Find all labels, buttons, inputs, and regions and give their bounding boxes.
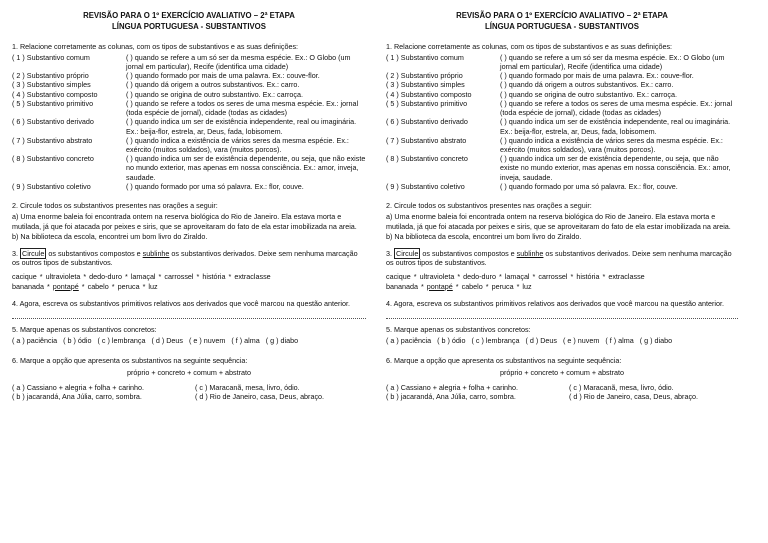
q3-word: bananada [386, 281, 418, 291]
separator: * [485, 281, 489, 291]
header-title: REVISÃO PARA O 1º EXERCÍCIO AVALIATIVO – 2ª ETAPA [456, 11, 668, 20]
q6-options [386, 383, 738, 401]
worksheet-left [0, 0, 372, 543]
q2-sentence-b: b) Na biblioteca da escola, encontrei um bom livro do Ziraldo. [12, 231, 208, 241]
q3-word: cacique [386, 272, 411, 282]
q1-right-2: ( ) quando formado por mais de uma palavra. Ex.: couve-flor. [500, 71, 694, 81]
q6-title: 6. Marque a opção que apresenta os substantivos na seguinte sequência: [12, 355, 248, 365]
q1-left-2: ( 2 ) Substantivo próprio [386, 71, 463, 81]
separator: * [158, 272, 162, 282]
q1-left-5: ( 5 ) Substantivo primitivo [386, 98, 468, 108]
q5-options [386, 336, 738, 345]
q5-option[interactable]: ( f ) alma [231, 336, 260, 346]
q3-mid-text: os substantivos compostos e [46, 248, 143, 258]
q3-word: cabelo [87, 281, 109, 291]
q5-option[interactable]: ( b ) ódio [437, 336, 466, 346]
q1-right-6: ( ) quando indica um ser de existência independente, real ou imaginária. Ex.: beija-flor, estrela, ar, Deus, fada, lobisomem. [126, 117, 357, 136]
q3-words-line1 [12, 272, 366, 281]
q5-option[interactable]: ( f ) alma [605, 336, 634, 346]
q6-option-b[interactable]: ( b ) jacarandá, Ana Júlia, carro, sombra. [12, 392, 142, 402]
separator: * [420, 281, 424, 291]
q3-word: ultravioleta [45, 272, 81, 282]
q3-word: cacique [12, 272, 37, 282]
q6-option-d[interactable]: ( d ) Rio de Janeiro, casa, Deus, abraço. [569, 392, 699, 402]
q6-option-d[interactable]: ( d ) Rio de Janeiro, casa, Deus, abraço. [195, 392, 325, 402]
header [12, 10, 366, 33]
q3-word: peruca [491, 281, 514, 291]
q3-word: dedo-duro [89, 272, 122, 282]
q3-word: carrossel [164, 272, 194, 282]
q4-answer-line[interactable] [12, 311, 366, 319]
q5-option[interactable]: ( d ) Deus [525, 336, 558, 346]
separator: * [46, 281, 50, 291]
q3-word: bananada [12, 281, 44, 291]
q1-left-3: ( 3 ) Substantivo simples [386, 80, 465, 90]
q1-left-6: ( 6 ) Substantivo derivado [386, 117, 468, 127]
q5-option[interactable]: ( c ) lembrança [471, 336, 520, 346]
q1-left-4: ( 4 ) Substantivo composto [12, 89, 98, 99]
q3-words [386, 272, 738, 290]
q1-left-9: ( 9 ) Substantivo coletivo [386, 181, 465, 191]
q5-title: 5. Marque apenas os substantivos concretos: [386, 325, 531, 335]
separator: * [81, 281, 85, 291]
q5-option[interactable]: ( e ) nuvem [563, 336, 600, 346]
q6-option-b[interactable]: ( b ) jacarandá, Ana Júlia, carro, sombra. [386, 392, 516, 402]
q5-option[interactable]: ( c ) lembrança [97, 336, 146, 346]
header-subtitle: LÍNGUA PORTUGUESA - SUBSTANTIVOS [112, 22, 266, 32]
q6-option-c[interactable]: ( c ) Maracanã, mesa, livro, ódio. [195, 382, 300, 392]
q1-left-1: ( 1 ) Substantivo comum [12, 52, 90, 62]
q3-rest-text: os substantivos derivados. Deixe sem nenhuma marcação os outros tipos de substantivos. [12, 248, 358, 268]
q3-instruction [386, 249, 738, 267]
q1-left-1: ( 1 ) Substantivo comum [386, 52, 464, 62]
q1-left-5: ( 5 ) Substantivo primitivo [12, 98, 94, 108]
q3-words-line2 [12, 282, 366, 291]
q1-left-7: ( 7 ) Substantivo abstrato [12, 135, 93, 145]
q3-number: 3. [386, 248, 392, 258]
header-subtitle: LÍNGUA PORTUGUESA - SUBSTANTIVOS [485, 22, 639, 32]
q6-title: 6. Marque a opção que apresenta os substantivos na seguinte sequência: [386, 355, 622, 365]
q6-option-c[interactable]: ( c ) Maracanã, mesa, livro, ódio. [569, 382, 674, 392]
q1-right-9: ( ) quando formado por uma só palavra. Ex.: flor, couve. [500, 181, 678, 191]
q1-right-3: ( ) quando dá origem a outros substantivos. Ex.: carro. [126, 80, 300, 90]
q3-word-underlined: pontapé [426, 281, 453, 291]
q3-instruction [12, 249, 366, 267]
q1-left-8: ( 8 ) Substantivo concreto [12, 154, 94, 164]
q5-option[interactable]: ( a ) paciência [386, 336, 432, 346]
q3-word: carrossel [538, 272, 568, 282]
q1-right-7: ( ) quando indica a existência de vários seres da mesma espécie. Ex.: exército (muitos soldados), vara (muitos porcos). [500, 135, 723, 154]
q3-word: extraclasse [234, 272, 271, 282]
separator: * [228, 272, 232, 282]
q6-options [12, 383, 366, 401]
q5-title: 5. Marque apenas os substantivos concretos: [12, 325, 157, 335]
q2-sentence-a: a) Uma enorme baleia foi encontrada ontem na reserva biológica do Rio de Janeiro. Ela estava morta e mutilada, já que foi atacada por peixes e siris, que se aproveitaram do fato de ela estar imobilizada na areia. [386, 212, 731, 231]
header [386, 10, 738, 33]
q1-left-6: ( 6 ) Substantivo derivado [12, 117, 94, 127]
q6-option-a[interactable]: ( a ) Cassiano + alegria + folha + carinho. [386, 382, 519, 392]
separator: * [516, 281, 520, 291]
q3-sublinhe-word: sublinhe [516, 248, 544, 258]
q1-right-5: ( ) quando se refere a todos os seres de uma mesma espécie. Ex.: jornal (toda espécie de jornal), cidade (todas as cidades) [126, 98, 359, 118]
q3-sublinhe-word: sublinhe [142, 248, 170, 258]
q1-right-6: ( ) quando indica um ser de existência independente, real ou imaginária. Ex.: beija-flor, estrela, ar, Deus, fada, lobisomem. [500, 117, 731, 136]
q4-answer-line[interactable] [386, 311, 738, 319]
q1-right-1: ( ) quando se refere a um só ser da mesma espécie. Ex.: O Globo (um jornal em particular), Recife (identifica uma cidade) [500, 52, 725, 72]
q3-words-line1 [386, 272, 738, 281]
separator: * [532, 272, 536, 282]
q1-right-9: ( ) quando formado por uma só palavra. Ex.: flor, couve. [126, 181, 304, 191]
q3-word: luz [148, 281, 158, 291]
q5-option[interactable]: ( e ) nuvem [189, 336, 226, 346]
q4-title: 4. Agora, escreva os substantivos primitivos relativos aos derivados que você marcou na questão anterior. [386, 298, 724, 308]
q1-right-5: ( ) quando se refere a todos os seres de uma mesma espécie. Ex.: jornal (toda espécie de jornal), cidade (todas as cidades) [500, 98, 733, 118]
separator: * [455, 281, 459, 291]
separator: * [413, 272, 417, 282]
q4-title: 4. Agora, escreva os substantivos primitivos relativos aos derivados que você marcou na questão anterior. [12, 298, 350, 308]
q2-title: 2. Circule todos os substantivos presentes nas orações a seguir: [386, 201, 592, 211]
q1-right-8: ( ) quando indica um ser de existência dependente, ou seja, que não existe no mundo exterior, mas apenas em nossa consciência. Ex.: amor, inveja, saudade. [500, 154, 731, 182]
q3-words [12, 272, 366, 290]
q1-left-8: ( 8 ) Substantivo concreto [386, 154, 468, 164]
q1-right-4: ( ) quando se origina de outro substantivo. Ex.: carroça. [500, 89, 677, 99]
q1-match-table [12, 53, 366, 191]
separator: * [196, 272, 200, 282]
separator: * [39, 272, 43, 282]
q1-left-4: ( 4 ) Substantivo composto [386, 89, 472, 99]
q3-word: dedo-duro [463, 272, 496, 282]
q1-left-9: ( 9 ) Substantivo coletivo [12, 181, 91, 191]
q1-title: 1. Relacione corretamente as colunas, com os tipos de substantivos e as suas definições: [12, 41, 299, 51]
worksheet-right [372, 0, 744, 543]
separator: * [111, 281, 115, 291]
q2-sentence-a: a) Uma enorme baleia foi encontrada ontem na reserva biológica do Rio de Janeiro. Ela estava morta e mutilada, já que foi atacada por peixes e siris, que se aproveitaram do fato de ela estar imobilizada na areia. [12, 212, 357, 231]
separator: * [498, 272, 502, 282]
q6-sequence: próprio + concreto + comum + abstrato [499, 367, 625, 377]
separator: * [570, 272, 574, 282]
q3-word: luz [522, 281, 532, 291]
q1-match-table [386, 53, 738, 191]
q1-right-2: ( ) quando formado por mais de uma palavra. Ex.: couve-flor. [126, 71, 320, 81]
q3-circule-word: Circule [22, 248, 45, 258]
q3-word: história [202, 272, 226, 282]
separator: * [83, 272, 87, 282]
q3-rest-text: os substantivos derivados. Deixe sem nenhuma marcação os outros tipos de substantivos. [386, 248, 732, 268]
q3-word: lamaçal [504, 272, 530, 282]
q3-mid-text: os substantivos compostos e [420, 248, 517, 258]
q1-left-2: ( 2 ) Substantivo próprio [12, 71, 89, 81]
q3-word-underlined: pontapé [52, 281, 79, 291]
q3-words-line2 [386, 282, 738, 291]
q1-right-7: ( ) quando indica a existência de vários seres da mesma espécie. Ex.: exército (muitos soldados), vara (muitos porcos). [126, 135, 349, 154]
q5-options [12, 336, 366, 345]
q2-sentence-b: b) Na biblioteca da escola, encontrei um bom livro do Ziraldo. [386, 231, 582, 241]
q1-right-4: ( ) quando se origina de outro substantivo. Ex.: carroça. [126, 89, 303, 99]
q1-title: 1. Relacione corretamente as colunas, com os tipos de substantivos e as suas definições: [386, 41, 673, 51]
q5-option[interactable]: ( g ) diabo [265, 336, 299, 346]
q3-word: ultravioleta [419, 272, 455, 282]
q6-sequence: próprio + concreto + comum + abstrato [126, 367, 252, 377]
q3-word: extraclasse [608, 272, 645, 282]
q5-option[interactable]: ( a ) paciência [12, 336, 58, 346]
q6-option-a[interactable]: ( a ) Cassiano + alegria + folha + carinho. [12, 382, 145, 392]
separator: * [602, 272, 606, 282]
separator: * [124, 272, 128, 282]
q3-word: cabelo [461, 281, 483, 291]
q1-left-3: ( 3 ) Substantivo simples [12, 80, 91, 90]
q1-right-8: ( ) quando indica um ser de existência dependente, ou seja, que não existe no mundo exterior, mas apenas em nossa consciência. Ex.: amor, inveja, saudade. [126, 154, 366, 182]
separator: * [142, 281, 146, 291]
separator: * [457, 272, 461, 282]
q5-option[interactable]: ( b ) ódio [63, 336, 92, 346]
q3-number: 3. [12, 248, 18, 258]
q3-circule-word: Circule [396, 248, 419, 258]
q1-right-3: ( ) quando dá origem a outros substantivos. Ex.: carro. [500, 80, 674, 90]
q2-title: 2. Circule todos os substantivos presentes nas orações a seguir: [12, 201, 218, 211]
q5-option[interactable]: ( g ) diabo [639, 336, 673, 346]
q1-right-1: ( ) quando se refere a um só ser da mesma espécie. Ex.: O Globo (um jornal em particular), Recife (identifica uma cidade) [126, 52, 351, 72]
header-title: REVISÃO PARA O 1º EXERCÍCIO AVALIATIVO – 2ª ETAPA [83, 11, 295, 20]
q3-word: peruca [117, 281, 140, 291]
q3-word: história [576, 272, 600, 282]
q1-left-7: ( 7 ) Substantivo abstrato [386, 135, 467, 145]
q5-option[interactable]: ( d ) Deus [151, 336, 184, 346]
q3-word: lamaçal [130, 272, 156, 282]
